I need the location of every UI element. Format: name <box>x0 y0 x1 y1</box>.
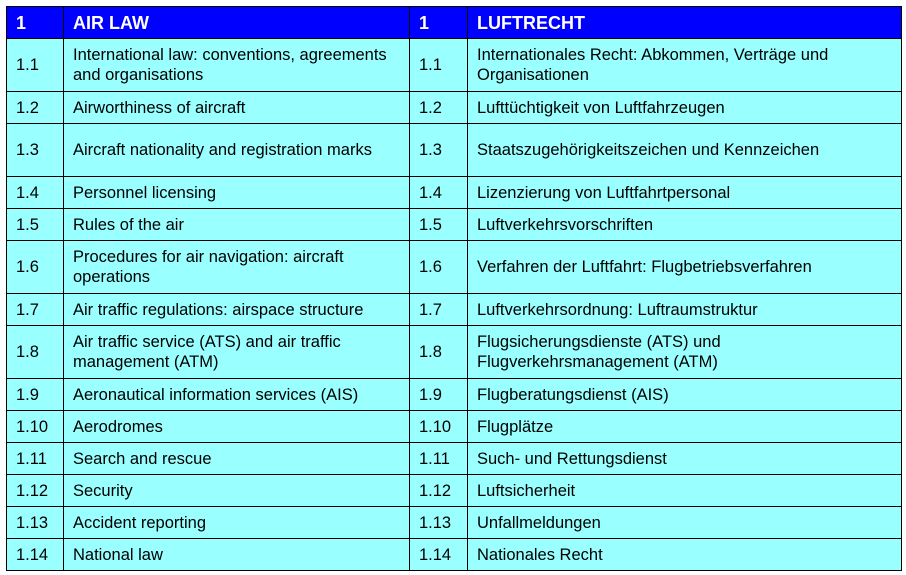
row-topic-de: Lufttüchtigkeit von Luftfahrzeugen <box>468 92 902 124</box>
row-number-de: 1.6 <box>410 241 468 294</box>
header-title-de: LUFTRECHT <box>468 7 902 39</box>
row-topic-de: Flugplätze <box>468 411 902 443</box>
row-number-en: 1.2 <box>7 92 64 124</box>
row-topic-en: Air traffic service (ATS) and air traffic management (ATM) <box>64 326 410 379</box>
header-number-en: 1 <box>7 7 64 39</box>
row-number-en: 1.7 <box>7 294 64 326</box>
row-number-de: 1.2 <box>410 92 468 124</box>
row-topic-de: Unfallmeldungen <box>468 507 902 539</box>
row-topic-en: Accident reporting <box>64 507 410 539</box>
row-number-en: 1.9 <box>7 379 64 411</box>
row-number-en: 1.10 <box>7 411 64 443</box>
row-topic-en: Aircraft nationality and registration marks <box>64 124 410 177</box>
row-number-en: 1.6 <box>7 241 64 294</box>
table-row <box>7 507 902 539</box>
row-topic-en: Procedures for air navigation: aircraft operations <box>64 241 410 294</box>
row-topic-de: Luftverkehrsvorschriften <box>468 209 902 241</box>
row-number-de: 1.11 <box>410 443 468 475</box>
row-number-de: 1.9 <box>410 379 468 411</box>
row-topic-en: Aerodromes <box>64 411 410 443</box>
table-row <box>7 241 902 294</box>
row-topic-de: Lizenzierung von Luftfahrtpersonal <box>468 177 902 209</box>
table-row <box>7 475 902 507</box>
row-number-de: 1.12 <box>410 475 468 507</box>
row-number-en: 1.11 <box>7 443 64 475</box>
table-row <box>7 209 902 241</box>
row-topic-en: Air traffic regulations: airspace structure <box>64 294 410 326</box>
row-number-de: 1.10 <box>410 411 468 443</box>
row-number-de: 1.4 <box>410 177 468 209</box>
row-number-en: 1.1 <box>7 39 64 92</box>
syllabus-table-container <box>6 6 902 571</box>
table-header-row <box>7 7 902 39</box>
table-row <box>7 124 902 177</box>
row-number-de: 1.8 <box>410 326 468 379</box>
row-topic-de: Luftverkehrsordnung: Luftraumstruktur <box>468 294 902 326</box>
row-topic-en: Rules of the air <box>64 209 410 241</box>
row-topic-en: National law <box>64 539 410 571</box>
row-number-de: 1.1 <box>410 39 468 92</box>
table-row <box>7 326 902 379</box>
table-row <box>7 92 902 124</box>
row-topic-en: Personnel licensing <box>64 177 410 209</box>
row-number-en: 1.3 <box>7 124 64 177</box>
table-row <box>7 39 902 92</box>
row-topic-de: Flugsicherungsdienste (ATS) und Flugverkehrsmanagement (ATM) <box>468 326 902 379</box>
table-row <box>7 539 902 571</box>
row-number-en: 1.8 <box>7 326 64 379</box>
row-topic-en: International law: conventions, agreements and organisations <box>64 39 410 92</box>
row-topic-de: Internationales Recht: Abkommen, Verträge und Organisationen <box>468 39 902 92</box>
row-topic-de: Verfahren der Luftfahrt: Flugbetriebsverfahren <box>468 241 902 294</box>
row-number-de: 1.7 <box>410 294 468 326</box>
row-number-de: 1.3 <box>410 124 468 177</box>
row-topic-en: Airworthiness of aircraft <box>64 92 410 124</box>
row-number-de: 1.5 <box>410 209 468 241</box>
row-number-en: 1.4 <box>7 177 64 209</box>
row-topic-de: Nationales Recht <box>468 539 902 571</box>
syllabus-table <box>6 6 902 571</box>
table-row <box>7 379 902 411</box>
row-number-de: 1.14 <box>410 539 468 571</box>
row-number-en: 1.12 <box>7 475 64 507</box>
table-row <box>7 443 902 475</box>
row-number-en: 1.13 <box>7 507 64 539</box>
table-row <box>7 177 902 209</box>
header-number-de: 1 <box>410 7 468 39</box>
row-number-en: 1.5 <box>7 209 64 241</box>
table-row <box>7 294 902 326</box>
row-number-en: 1.14 <box>7 539 64 571</box>
row-topic-de: Staatszugehörigkeitszeichen und Kennzeichen <box>468 124 902 177</box>
row-topic-en: Security <box>64 475 410 507</box>
row-topic-de: Flugberatungsdienst (AIS) <box>468 379 902 411</box>
header-title-en: AIR LAW <box>64 7 410 39</box>
row-topic-de: Luftsicherheit <box>468 475 902 507</box>
row-topic-de: Such- und Rettungsdienst <box>468 443 902 475</box>
row-topic-en: Aeronautical information services (AIS) <box>64 379 410 411</box>
row-topic-en: Search and rescue <box>64 443 410 475</box>
table-row <box>7 411 902 443</box>
row-number-de: 1.13 <box>410 507 468 539</box>
